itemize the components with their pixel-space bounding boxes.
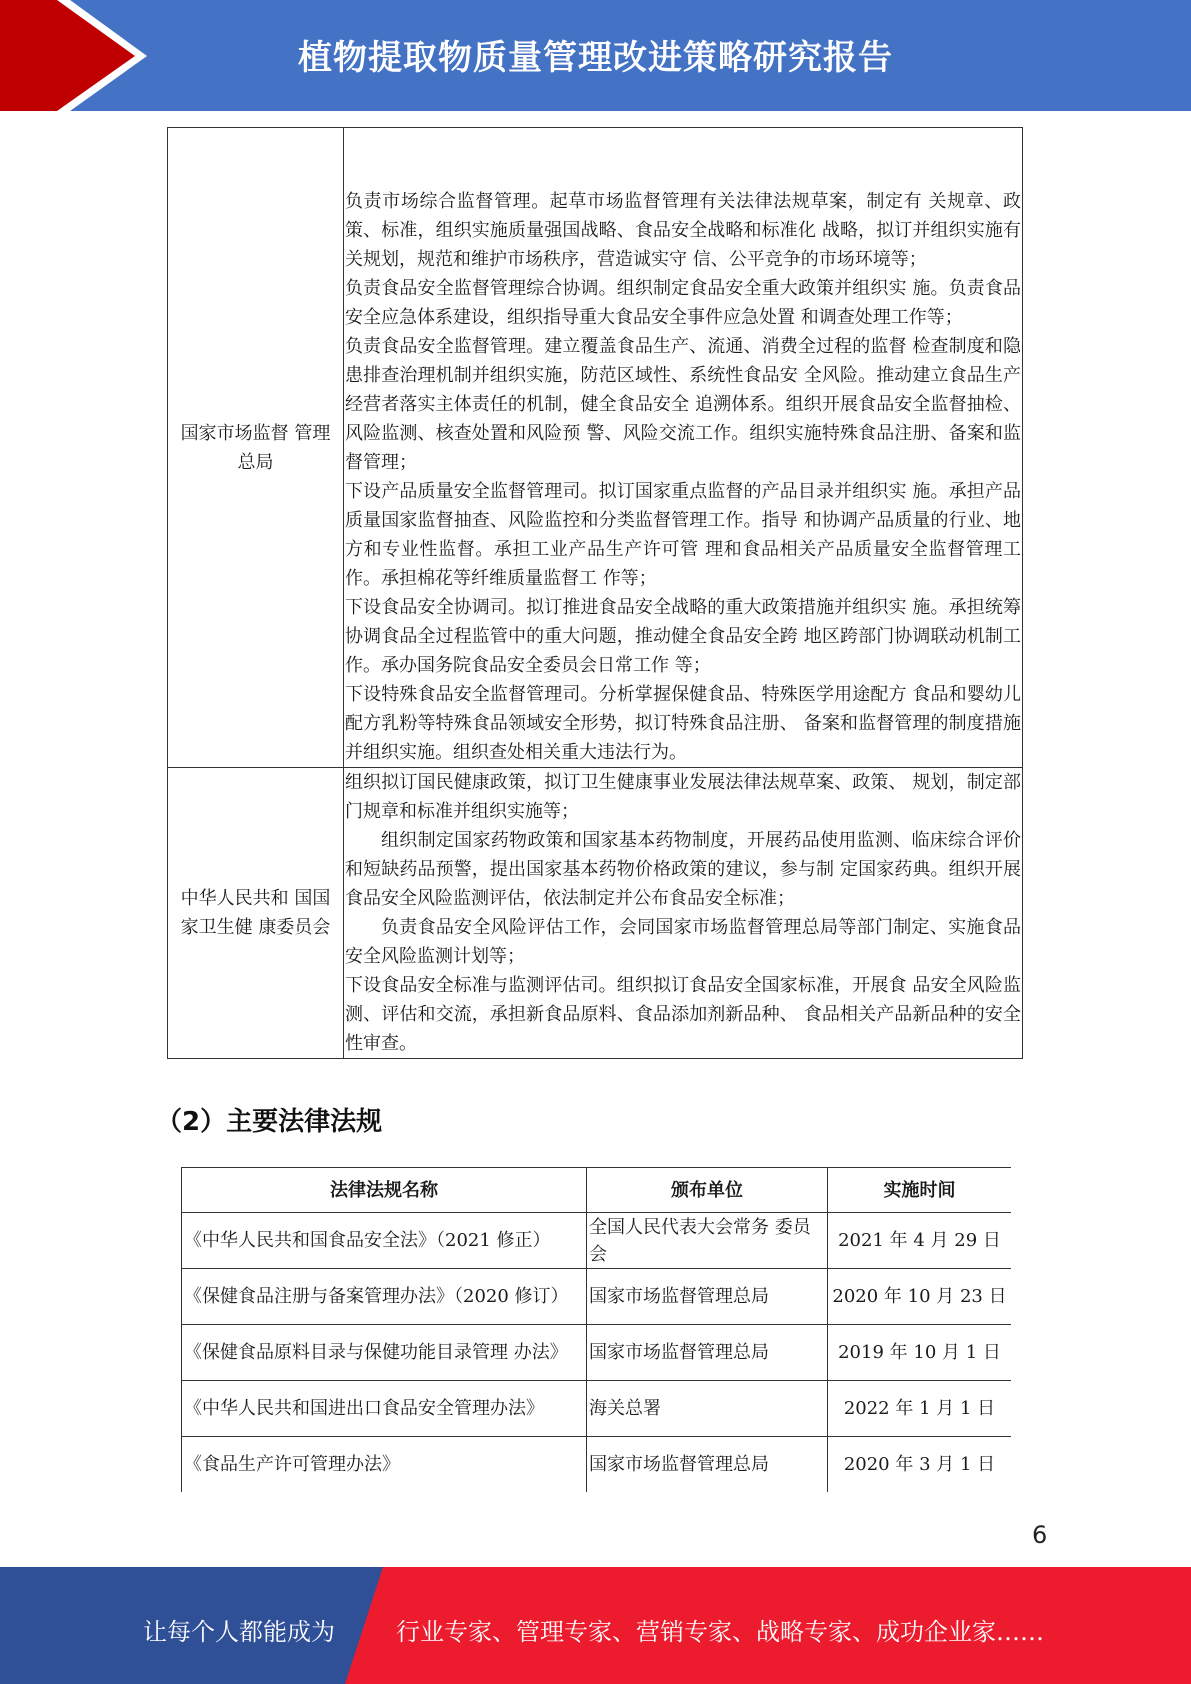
table-row xyxy=(182,1269,1012,1325)
duty-paragraph: 负责市场综合监督管理。起草市场监督管理有关法律法规草案，制定有 关规章、政策、标准，组织实施质量强国战略、食品安全战略和标准化 战略，拟订并组织实施有关规划，规范和维护市场秩序，营造诚实守 信、公平竞争的市场环境等； xyxy=(345,191,1021,270)
agency-name: 中华人民共和 国国家卫生健 康委员会 xyxy=(168,768,344,1059)
agency-name: 国家市场监督 管理总局 xyxy=(168,128,344,768)
duty-paragraph: 负责食品安全监督管理。建立覆盖食品生产、流通、消费全过程的监督 检查制度和隐患排查治理机制并组织实施，防范区域性、系统性食品安 全风险。推动建立食品生产经营者落实主体责任的机制，健全食品安全 追溯体系。组织开展食品安全监督抽检、风险监测、核查处置和风险预 警、风险交流工作。组织实施特殊食品注册、备案和监督管理； xyxy=(345,336,1021,473)
column-header: 颁布单位 xyxy=(587,1168,828,1213)
issuing-body: 国家市场监督管理总局 xyxy=(587,1269,828,1325)
column-header: 实施时间 xyxy=(828,1168,1012,1213)
table-row xyxy=(182,1325,1012,1381)
law-name: 《中华人民共和国食品安全法》（2021 修正） xyxy=(182,1213,587,1269)
table-row xyxy=(168,768,1023,1059)
footer-slogan-left: 让每个人都能成为 xyxy=(143,1618,335,1646)
issuing-body: 海关总署 xyxy=(587,1381,828,1437)
agency-table xyxy=(167,127,1023,1059)
footer-slogan-right: 行业专家、管理专家、营销专家、战略专家、成功企业家…… xyxy=(396,1618,1044,1646)
law-name: 《保健食品原料目录与保健功能目录管理 办法》 xyxy=(182,1325,587,1381)
duty-paragraph: 下设特殊食品安全监督管理司。分析掌握保健食品、特殊医学用途配方 食品和婴幼儿配方乳粉等特殊食品领域安全形势，拟订特殊食品注册、 备案和监督管理的制度措施并组织实施。组织查处相关重大违法行为。 xyxy=(345,684,1021,763)
duty-paragraph: 组织制定国家药物政策和国家基本药物制度，开展药品使用监测、临床综合评价和短缺药品预警，提出国家基本药物价格政策的建议，参与制 定国家药典。组织开展食品安全风险监测评估，依法制定并公布食品安全标准； xyxy=(345,830,1021,909)
issuing-body: 国家市场监督管理总局 xyxy=(587,1325,828,1381)
law-name: 《中华人民共和国进出口食品安全管理办法》 xyxy=(182,1381,587,1437)
duty-paragraph: 下设食品安全协调司。拟订推进食品安全战略的重大政策措施并组织实 施。承担统筹协调食品全过程监管中的重大问题，推动健全食品安全跨 地区跨部门协调联动机制工作。承办国务院食品安全委员会日常工作 等； xyxy=(345,597,1021,676)
effective-date: 2021 年 4 月 29 日 xyxy=(828,1213,1012,1269)
duty-paragraph: 下设产品质量安全监督管理司。拟订国家重点监督的产品目录并组织实 施。承担产品质量国家监督抽查、风险监控和分类监督管理工作。指导 和协调产品质量的行业、地方和专业性监督。承担工业产品生产许可管 理和食品相关产品质量安全监督管理工作。承担棉花等纤维质量监督工 作等； xyxy=(345,481,1021,589)
law-name: 《保健食品注册与备案管理办法》（2020 修订） xyxy=(182,1269,587,1325)
page-header xyxy=(0,0,1191,111)
table-row xyxy=(182,1381,1012,1437)
issuing-body: 国家市场监督管理总局 xyxy=(587,1437,828,1493)
table-row xyxy=(182,1213,1012,1269)
duty-paragraph: 下设食品安全标准与监测评估司。组织拟订食品安全国家标准，开展食 品安全风险监测、评估和交流，承担新食品原料、食品添加剂新品种、 食品相关产品新品种的安全性审查。 xyxy=(345,975,1021,1054)
agency-duties xyxy=(344,768,1023,1059)
effective-date: 2020 年 3 月 1 日 xyxy=(828,1437,1012,1493)
page-footer xyxy=(0,1567,1191,1684)
issuing-body: 全国人民代表大会常务 委员会 xyxy=(587,1213,828,1269)
agency-duties xyxy=(344,128,1023,768)
table-row xyxy=(182,1437,1012,1493)
law-name: 《食品生产许可管理办法》 xyxy=(182,1437,587,1493)
laws-table xyxy=(181,1167,1011,1492)
page-number: 6 xyxy=(1032,1521,1048,1549)
table-header-row xyxy=(182,1168,1012,1213)
duty-paragraph: 负责食品安全监督管理综合协调。组织制定食品安全重大政策并组织实 施。负责食品安全应急体系建设，组织指导重大食品安全事件应急处置 和调查处理工作等； xyxy=(345,278,1021,328)
effective-date: 2020 年 10 月 23 日 xyxy=(828,1269,1012,1325)
column-header: 法律法规名称 xyxy=(182,1168,587,1213)
table-row xyxy=(168,128,1023,768)
report-title: 植物提取物质量管理改进策略研究报告 xyxy=(298,38,893,78)
duty-paragraph: 负责食品安全风险评估工作，会同国家市场监督管理总局等部门制定、实施食品安全风险监测计划等； xyxy=(345,917,1021,967)
effective-date: 2019 年 10 月 1 日 xyxy=(828,1325,1012,1381)
duty-paragraph: 组织拟订国民健康政策，拟订卫生健康事业发展法律法规草案、政策、 规划，制定部门规章和标准并组织实施等； xyxy=(345,772,1021,822)
effective-date: 2022 年 1 月 1 日 xyxy=(828,1381,1012,1437)
section-heading: （2）主要法律法规 xyxy=(156,1107,383,1137)
